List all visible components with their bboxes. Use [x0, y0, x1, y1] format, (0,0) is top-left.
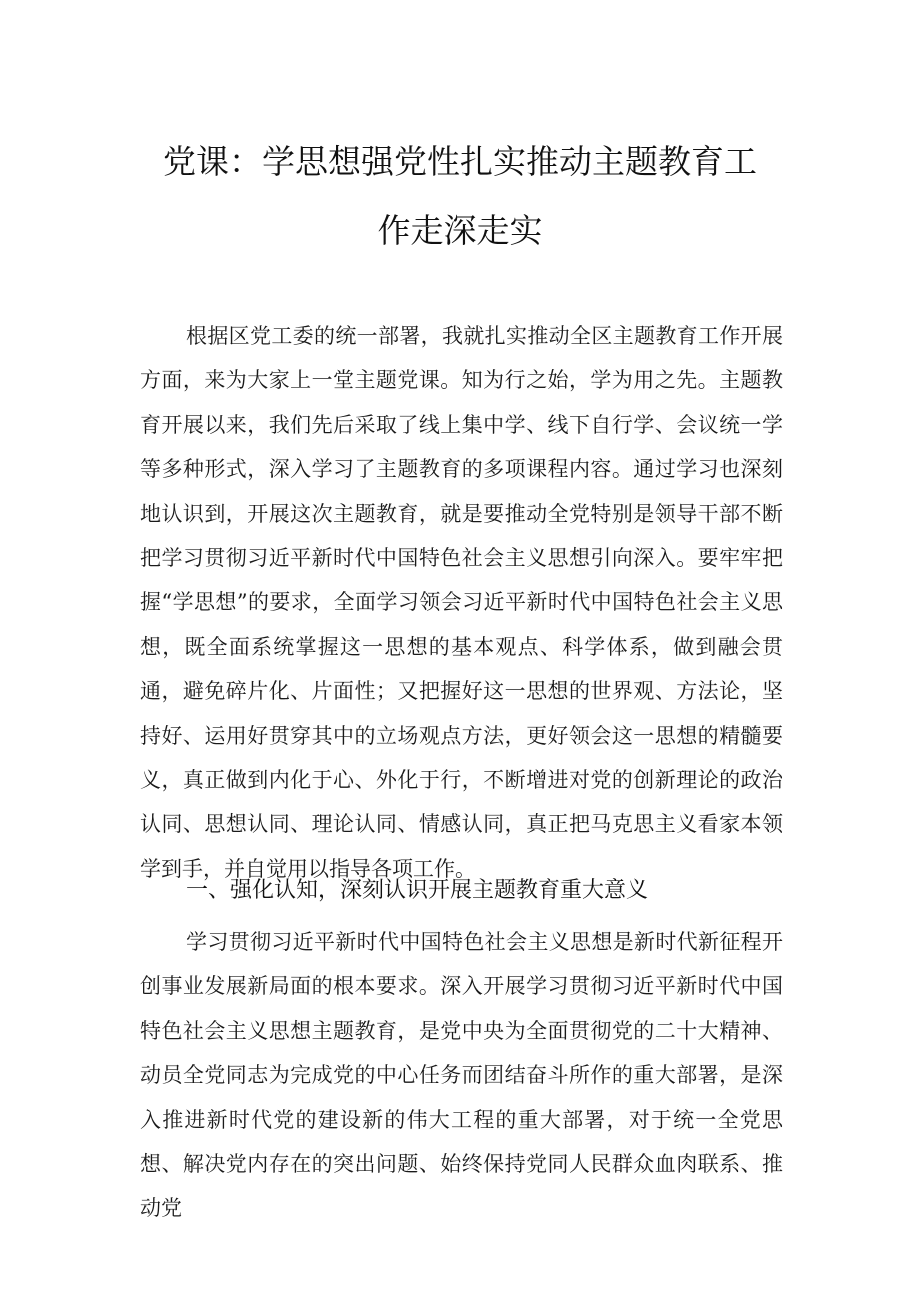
- intro-paragraph: 根据区党工委的统一部署，我就扎实推动全区主题教育工作开展方面，来为大家上一堂主题党课。知为行之始，学为用之先。主题教育开展以来，我们先后采取了线上集中学、线下自行学、会议统一学等多种形式，深入学习了主题教育的多项课程内容。通过学习也深刻地认识到，开展这次主题教育，就是要推动全党特别是领导干部不断把学习贯彻习近平新时代中国特色社会主义思想引向深入。要牢牢把握“学思想”的要求，全面学习领会习近平新时代中国特色社会主义思想，既全面系统掌握这一思想的基本观点、科学体系，做到融会贯通，避免碎片化、片面性；又把握好这一思想的世界观、方法论，坚持好、运用好贯穿其中的立场观点方法，更好领会这一思想的精髓要义，真正做到内化于心、外化于行，不断增进对党的创新理论的政治认同、思想认同、理论认同、情感认同，真正把马克思主义看家本领学到手，并自觉用以指导各项工作。: [140, 324, 783, 881]
- section-heading-1: 一、强化认知，深刻认识开展主题教育重大意义: [186, 878, 649, 903]
- section-1-paragraph: 学习贯彻习近平新时代中国特色社会主义思想是新时代新征程开创事业发展新局面的根本要求。深入开展学习贯彻习近平新时代中国特色社会主义思想主题教育，是党中央为全面贯彻党的二十大精神、动员全党同志为完成党的中心任务而团结奋斗所作的重大部署，是深入推进新时代党的建设新的伟大工程的重大部署，对于统一全党思想、解决党内存在的突出问题、始终保持党同人民群众血肉联系、推动党: [140, 930, 783, 1221]
- document-title-line-2: 作走深走实: [377, 211, 543, 250]
- document-title-line-1: 党课：学思想强党性扎实推动主题教育工: [163, 142, 757, 181]
